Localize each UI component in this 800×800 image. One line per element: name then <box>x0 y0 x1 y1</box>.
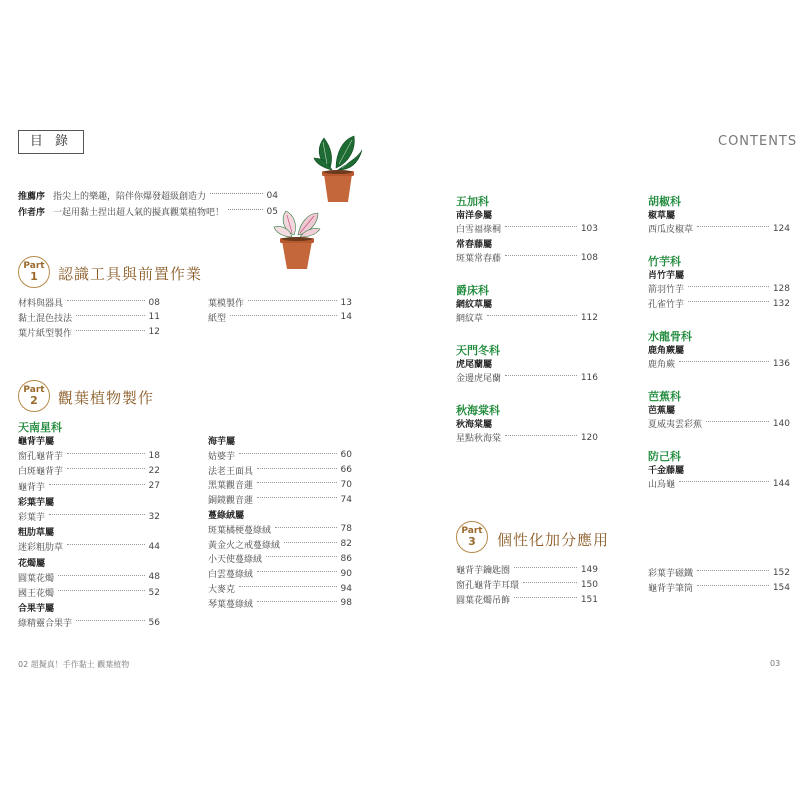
caladium-plant-pot-icon <box>272 205 324 275</box>
leader-dots <box>76 620 145 621</box>
entry-title: 龜背芋 <box>18 482 46 493</box>
leader-dots <box>679 361 769 362</box>
leader-dots <box>697 585 769 586</box>
toc-entry[interactable] <box>208 449 352 462</box>
entry-page: 151 <box>580 594 598 605</box>
leader-dots <box>67 544 145 545</box>
part-word: Part <box>23 385 45 395</box>
entry-title: 網紋草 <box>456 314 484 324</box>
part-2-badge <box>18 380 50 412</box>
entry-page: 60 <box>340 450 352 461</box>
preface-row[interactable] <box>18 189 278 202</box>
toc-entry[interactable] <box>18 510 160 523</box>
toc-entry[interactable] <box>208 567 352 580</box>
entry-page: 103 <box>580 223 598 234</box>
genus-heading: 虎尾蘭屬 <box>456 360 493 370</box>
genus-heading: 千金藤屬 <box>648 466 685 476</box>
entry-page: 86 <box>340 553 352 564</box>
leader-dots <box>505 375 577 376</box>
leader-dots <box>688 301 769 302</box>
contents-heading: CONTENTS <box>718 134 798 149</box>
genus-heading: 龜背芋屬 <box>18 437 55 447</box>
entry-page: 70 <box>340 479 352 490</box>
toc-entry[interactable] <box>648 282 790 295</box>
toc-entry[interactable] <box>456 563 598 576</box>
entry-title: 法老王面具 <box>208 466 254 477</box>
leader-dots <box>49 514 145 515</box>
toc-title-box: 目 錄 <box>18 130 84 154</box>
leader-dots <box>67 300 145 301</box>
toc-entry[interactable] <box>456 593 598 606</box>
leader-dots <box>487 315 577 316</box>
entry-title: 窗孔龜背芋 <box>18 452 64 463</box>
entry-title: 箭羽竹芋 <box>648 285 685 295</box>
entry-title: 圓葉花燭吊飾 <box>456 596 511 606</box>
genus-heading: 彩葉芋屬 <box>18 497 55 508</box>
genus-heading: 海芋屬 <box>208 437 236 447</box>
entry-title: 黏土混色技法 <box>18 313 73 324</box>
preface-text: 指尖上的樂趣，陪伴你爆發超級創造力 <box>53 192 207 202</box>
leader-dots <box>257 601 337 602</box>
leader-dots <box>284 542 337 543</box>
toc-entry[interactable] <box>208 464 352 477</box>
entry-title: 斑葉常春藤 <box>456 254 502 264</box>
leader-dots <box>697 226 769 227</box>
toc-entry[interactable] <box>648 417 790 430</box>
toc-entry[interactable] <box>208 493 352 506</box>
toc-entry[interactable] <box>648 581 790 594</box>
entry-title: 白雲蔓綠絨 <box>208 570 254 581</box>
entry-page: 112 <box>580 312 598 323</box>
entry-title: 鹿角蕨 <box>648 360 676 370</box>
genus-heading: 秋海棠屬 <box>456 420 493 430</box>
entry-title: 龜背芋鑰匙圈 <box>456 566 511 576</box>
entry-title: 國王花燭 <box>18 589 55 599</box>
entry-page: 48 <box>148 572 160 583</box>
entry-page: 11 <box>148 312 160 323</box>
leader-dots <box>239 453 337 454</box>
toc-entry[interactable] <box>456 222 598 235</box>
genus-heading: 粗肋草屬 <box>18 528 55 539</box>
entry-title: 綠精靈合果芋 <box>18 619 73 630</box>
toc-entry[interactable] <box>208 311 352 324</box>
footer-page-number: 03 <box>770 659 781 668</box>
toc-entry[interactable] <box>18 571 160 584</box>
entry-page: 14 <box>340 312 352 323</box>
entry-title: 琴葉蔓綠絨 <box>208 599 254 610</box>
leader-dots <box>257 571 337 572</box>
genus-heading: 花燭屬 <box>18 558 46 569</box>
toc-entry[interactable] <box>456 431 598 444</box>
leader-dots <box>697 570 769 571</box>
entry-page: 52 <box>148 587 160 598</box>
family-heading: 竹芋科 <box>648 255 681 268</box>
genus-heading: 芭蕉屬 <box>648 406 676 416</box>
entry-page: 56 <box>148 617 160 628</box>
entry-page: 124 <box>772 223 790 234</box>
toc-entry[interactable] <box>648 477 790 490</box>
entry-page: 94 <box>340 583 352 594</box>
family-heading: 天南星科 <box>18 421 62 434</box>
entry-title: 斑葉橘梗蔓綠絨 <box>208 525 272 536</box>
entry-title: 山烏龜 <box>648 480 676 490</box>
toc-entry[interactable] <box>456 371 598 384</box>
leader-dots <box>76 315 145 316</box>
part-word: Part <box>461 526 483 536</box>
entry-page: 108 <box>580 252 598 263</box>
entry-page: 22 <box>148 465 160 476</box>
entry-page: 120 <box>580 432 598 443</box>
family-heading: 爵床科 <box>456 284 489 297</box>
leader-dots <box>514 597 577 598</box>
family-heading: 芭蕉科 <box>648 390 681 403</box>
entry-page: 154 <box>772 582 790 593</box>
entry-page: 136 <box>772 358 790 369</box>
toc-entry[interactable] <box>18 311 160 324</box>
entry-title: 姑婆芋 <box>208 451 236 462</box>
genus-heading: 鹿角蕨屬 <box>648 346 685 356</box>
toc-entry[interactable] <box>208 523 352 536</box>
leader-dots <box>275 527 337 528</box>
leader-dots <box>230 315 337 316</box>
entry-title: 白斑龜背芋 <box>18 467 64 478</box>
entry-title: 黃金火之戒蔓綠絨 <box>208 540 281 551</box>
leader-dots <box>505 435 577 436</box>
entry-page: 18 <box>148 450 160 461</box>
toc-entry[interactable] <box>18 616 160 629</box>
entry-title: 迷彩粗肋草 <box>18 543 64 554</box>
part-1-title: 認識工具與前置作業 <box>58 265 203 283</box>
toc-entry[interactable] <box>648 297 790 310</box>
entry-title: 彩葉芋 <box>18 513 46 523</box>
entry-page: 66 <box>340 465 352 476</box>
toc-entry[interactable] <box>18 296 160 309</box>
toc-entry[interactable] <box>456 578 598 591</box>
part-2-title: 觀葉植物製作 <box>58 389 155 407</box>
entry-page: 116 <box>580 372 598 383</box>
leader-dots <box>67 453 145 454</box>
toc-entry[interactable] <box>208 582 352 595</box>
footer-left: 02 超擬真！手作黏土 觀葉植物 <box>18 660 130 669</box>
toc-entry[interactable] <box>208 478 352 491</box>
entry-title: 星點秋海棠 <box>456 434 502 444</box>
toc-entry[interactable] <box>18 540 160 553</box>
leader-dots <box>58 590 145 591</box>
entry-title: 白雪福祿桐 <box>456 225 502 235</box>
toc-entry[interactable] <box>648 566 790 579</box>
part-3-badge <box>456 521 488 553</box>
leader-dots <box>266 556 337 557</box>
part-number: 2 <box>30 394 38 407</box>
genus-heading: 網紋草屬 <box>456 300 493 310</box>
toc-entry[interactable] <box>648 222 790 235</box>
entry-page: 140 <box>772 418 790 429</box>
monstera-plant-pot-icon <box>312 128 364 210</box>
entry-page: 32 <box>148 511 160 522</box>
part-1-badge <box>18 256 50 288</box>
preface-text: 一起用黏土捏出超人氣的擬真觀葉植物吧！ <box>53 208 225 218</box>
family-heading: 水龍骨科 <box>648 330 692 343</box>
entry-page: 152 <box>772 567 790 578</box>
toc-entry[interactable] <box>208 538 352 551</box>
leader-dots <box>210 193 263 194</box>
part-number: 1 <box>30 270 38 283</box>
genus-heading: 肖竹芋屬 <box>648 271 685 281</box>
entry-page: 132 <box>772 298 790 309</box>
genus-heading: 椒草屬 <box>648 211 676 221</box>
family-heading: 胡椒科 <box>648 195 681 208</box>
genus-heading: 常春藤屬 <box>456 240 493 250</box>
entry-page: 82 <box>340 539 352 550</box>
entry-title: 葉模製作 <box>208 299 245 309</box>
genus-heading: 合果芋屬 <box>18 604 55 615</box>
entry-title: 銅鏡觀音蓮 <box>208 496 254 507</box>
toc-entry[interactable] <box>208 296 352 309</box>
toc-entry[interactable] <box>18 586 160 599</box>
toc-entry[interactable] <box>456 251 598 264</box>
part-word: Part <box>23 261 45 271</box>
preface-page: 04 <box>266 190 278 201</box>
entry-page: 150 <box>580 579 598 590</box>
toc-entry[interactable] <box>208 597 352 610</box>
leader-dots <box>248 300 337 301</box>
entry-title: 彩葉芋磁鐵 <box>648 569 694 579</box>
genus-heading: 蔓綠絨屬 <box>208 511 245 521</box>
leader-dots <box>688 286 769 287</box>
toc-entry[interactable] <box>208 552 352 565</box>
leader-dots <box>257 468 337 469</box>
toc-entry[interactable] <box>18 464 160 477</box>
toc-entry[interactable] <box>18 480 160 493</box>
entry-title: 大麥克 <box>208 585 236 595</box>
family-heading: 天門冬科 <box>456 344 500 357</box>
entry-page: 90 <box>340 568 352 579</box>
leader-dots <box>505 226 577 227</box>
toc-entry[interactable] <box>648 357 790 370</box>
family-heading: 秋海棠科 <box>456 404 500 417</box>
leader-dots <box>76 330 145 331</box>
entry-page: 144 <box>772 478 790 489</box>
leader-dots <box>679 481 769 482</box>
entry-title: 龜背芋筆筒 <box>648 584 694 594</box>
entry-page: 44 <box>148 541 160 552</box>
entry-title: 孔雀竹芋 <box>648 300 685 310</box>
leader-dots <box>257 482 337 483</box>
toc-entry[interactable] <box>18 449 160 462</box>
entry-title: 材料與器具 <box>18 299 64 309</box>
entry-page: 149 <box>580 564 598 575</box>
leader-dots <box>67 468 145 469</box>
leader-dots <box>514 567 577 568</box>
entry-title: 圓葉花燭 <box>18 573 55 584</box>
entry-page: 13 <box>340 297 352 308</box>
part-number: 3 <box>468 535 476 548</box>
entry-page: 12 <box>148 327 160 338</box>
entry-title: 葉片紙型製作 <box>18 328 73 339</box>
preface-key: 推薦序 <box>18 192 46 202</box>
leader-dots <box>228 209 263 210</box>
toc-entry[interactable] <box>18 326 160 339</box>
entry-title: 紙型 <box>208 313 227 324</box>
part-3-title: 個性化加分應用 <box>497 531 610 549</box>
family-heading: 防己科 <box>648 450 681 463</box>
entry-page: 27 <box>148 481 160 492</box>
preface-page: 05 <box>266 206 278 217</box>
leader-dots <box>706 421 769 422</box>
entry-title: 西瓜皮椒草 <box>648 225 694 235</box>
preface-key: 作者序 <box>18 208 46 218</box>
leader-dots <box>58 575 145 576</box>
entry-title: 夏威夷雲彩蕉 <box>648 420 703 430</box>
family-heading: 五加科 <box>456 195 489 208</box>
entry-page: 08 <box>148 297 160 308</box>
leader-dots <box>239 586 337 587</box>
entry-title: 黑葉觀音蓮 <box>208 481 254 492</box>
genus-heading: 南洋參屬 <box>456 211 493 221</box>
preface-row[interactable] <box>18 205 278 218</box>
toc-entry[interactable] <box>456 311 598 324</box>
leader-dots <box>523 582 577 583</box>
entry-title: 金邊虎尾蘭 <box>456 374 502 384</box>
entry-page: 128 <box>772 283 790 294</box>
entry-page: 98 <box>340 598 352 609</box>
entry-title: 小天使蔓綠絨 <box>208 555 263 566</box>
leader-dots <box>257 497 337 498</box>
leader-dots <box>49 484 145 485</box>
entry-page: 74 <box>340 494 352 505</box>
entry-page: 78 <box>340 524 352 535</box>
entry-title: 窗孔龜背芋耳環 <box>456 581 520 591</box>
leader-dots <box>505 255 577 256</box>
